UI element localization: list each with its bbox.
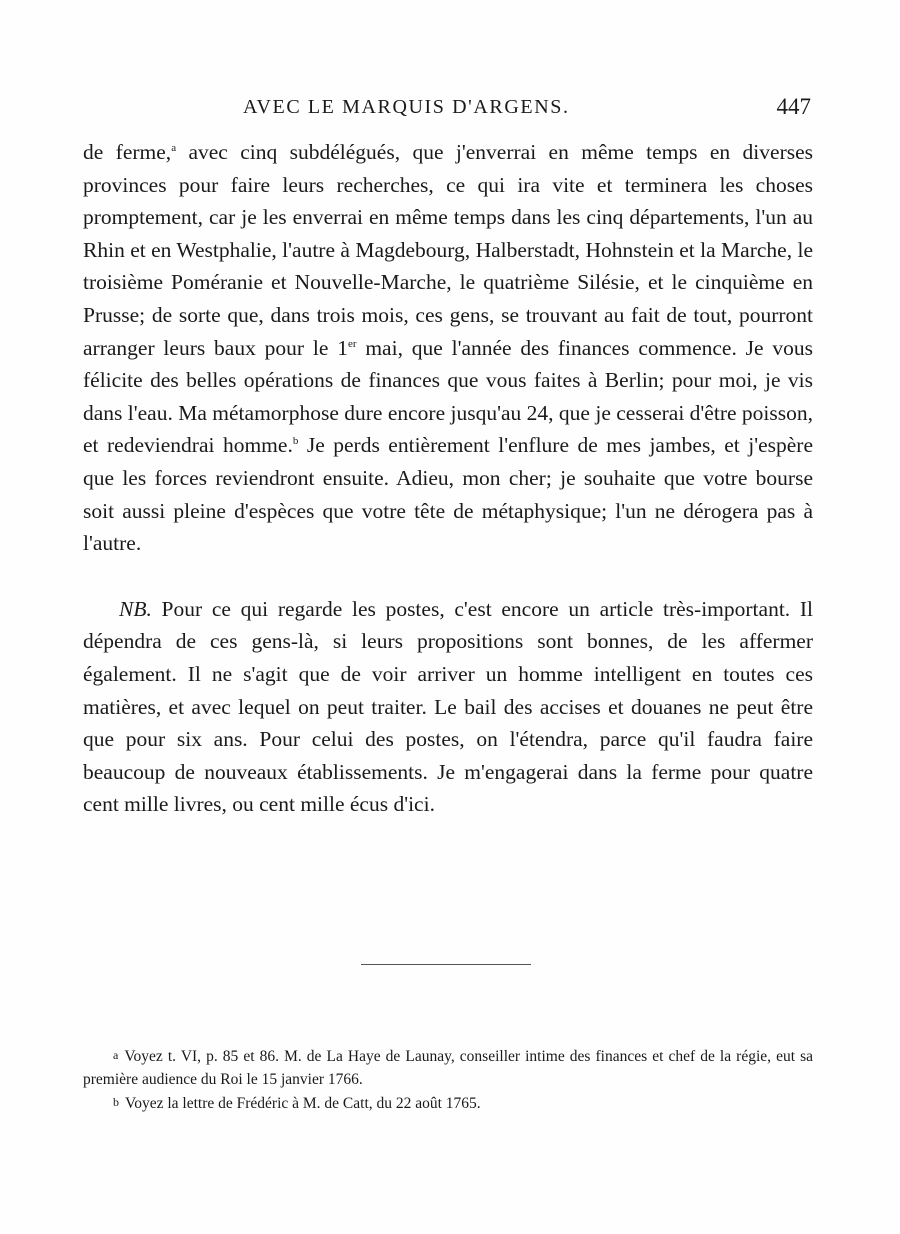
paragraph-text: Je perds entièrement l'enflure de mes jambes, et j'espère que les forces reviendront ensuite. Adieu, mon cher; je souhaite que votre bourse soit aussi pleine d'espèces que votre tête de métaphysique; l'un ne dérogera pas à l'autre. bbox=[83, 433, 813, 556]
letter-body bbox=[83, 136, 813, 821]
footnote-text: Voyez t. VI, p. 85 et 86. M. de La Haye de Launay, conseiller intime des finances et chef de la régie, eut sa première audience du Roi le 15 janvier 1766. bbox=[83, 1048, 813, 1088]
footnote-mark: a bbox=[113, 1048, 119, 1062]
footnote-mark: b bbox=[113, 1095, 119, 1109]
page-number: 447 bbox=[776, 94, 811, 119]
footnote-b bbox=[83, 1091, 813, 1115]
book-page bbox=[83, 0, 813, 1234]
nb-label: NB. bbox=[119, 596, 152, 621]
footnotes bbox=[83, 1044, 813, 1115]
paragraph-text: mai, que l'année des finances commence. Je vous félicite des belles opérations de finances que vous faites à Berlin; pour moi, je vis dans l'eau. Ma métamorphose dure encore jusqu'au 24, que je cesserai d'être poisson, et redeviendrai homme. bbox=[83, 335, 813, 458]
ordinal-superscript: er bbox=[347, 337, 357, 350]
footnote-text: Voyez la lettre de Frédéric à M. de Catt, du 22 août 1765. bbox=[125, 1095, 481, 1112]
separator-rule bbox=[361, 964, 531, 965]
postscript-paragraph bbox=[83, 593, 813, 821]
running-title: AVEC LE MARQUIS D'ARGENS. bbox=[243, 96, 570, 118]
footnote-ref-b[interactable]: b bbox=[292, 435, 299, 448]
letter-paragraph bbox=[83, 136, 813, 560]
postscript-text: Pour ce qui regarde les postes, c'est encore un article très-important. Il dépendra de ces gens-là, si leurs propositions sont bonnes, de les affermer également. Il ne s'agit que de voir arriver un homme intelligent en toutes ces matières, et avec lequel on peut traiter. Le bail des accises et douanes ne peut être que pour six ans. Pour celui des postes, on l'étendra, parce qu'il faudra faire beaucoup de nouveaux établissements. Je m'engagerai dans la ferme pour quatre cent mille livres, ou cent mille écus d'ici. bbox=[83, 596, 813, 817]
running-head bbox=[83, 90, 813, 124]
footnote-a bbox=[83, 1044, 813, 1091]
paragraph-text: de ferme, bbox=[83, 140, 172, 164]
footnote-ref-a[interactable]: a bbox=[171, 141, 177, 154]
paragraph-text: avec cinq subdélégués, que j'enverrai en même temps en diverses provinces pour faire leurs recherches, ce qui ira vite et terminera les choses promptement, car je les enverrai en même temps dans les cinq départements, l'un au Rhin et en Westphalie, l'autre à Magdebourg, Halberstadt, Hohnstein et la Marche, le troisième Poméranie et Nouvelle-Marche, le quatrième Silésie, et le cinquième en Prusse; de sorte que, dans trois mois, ces gens, se trouvant au fait de tout, pourront arranger leurs baux pour le 1 bbox=[83, 140, 814, 360]
